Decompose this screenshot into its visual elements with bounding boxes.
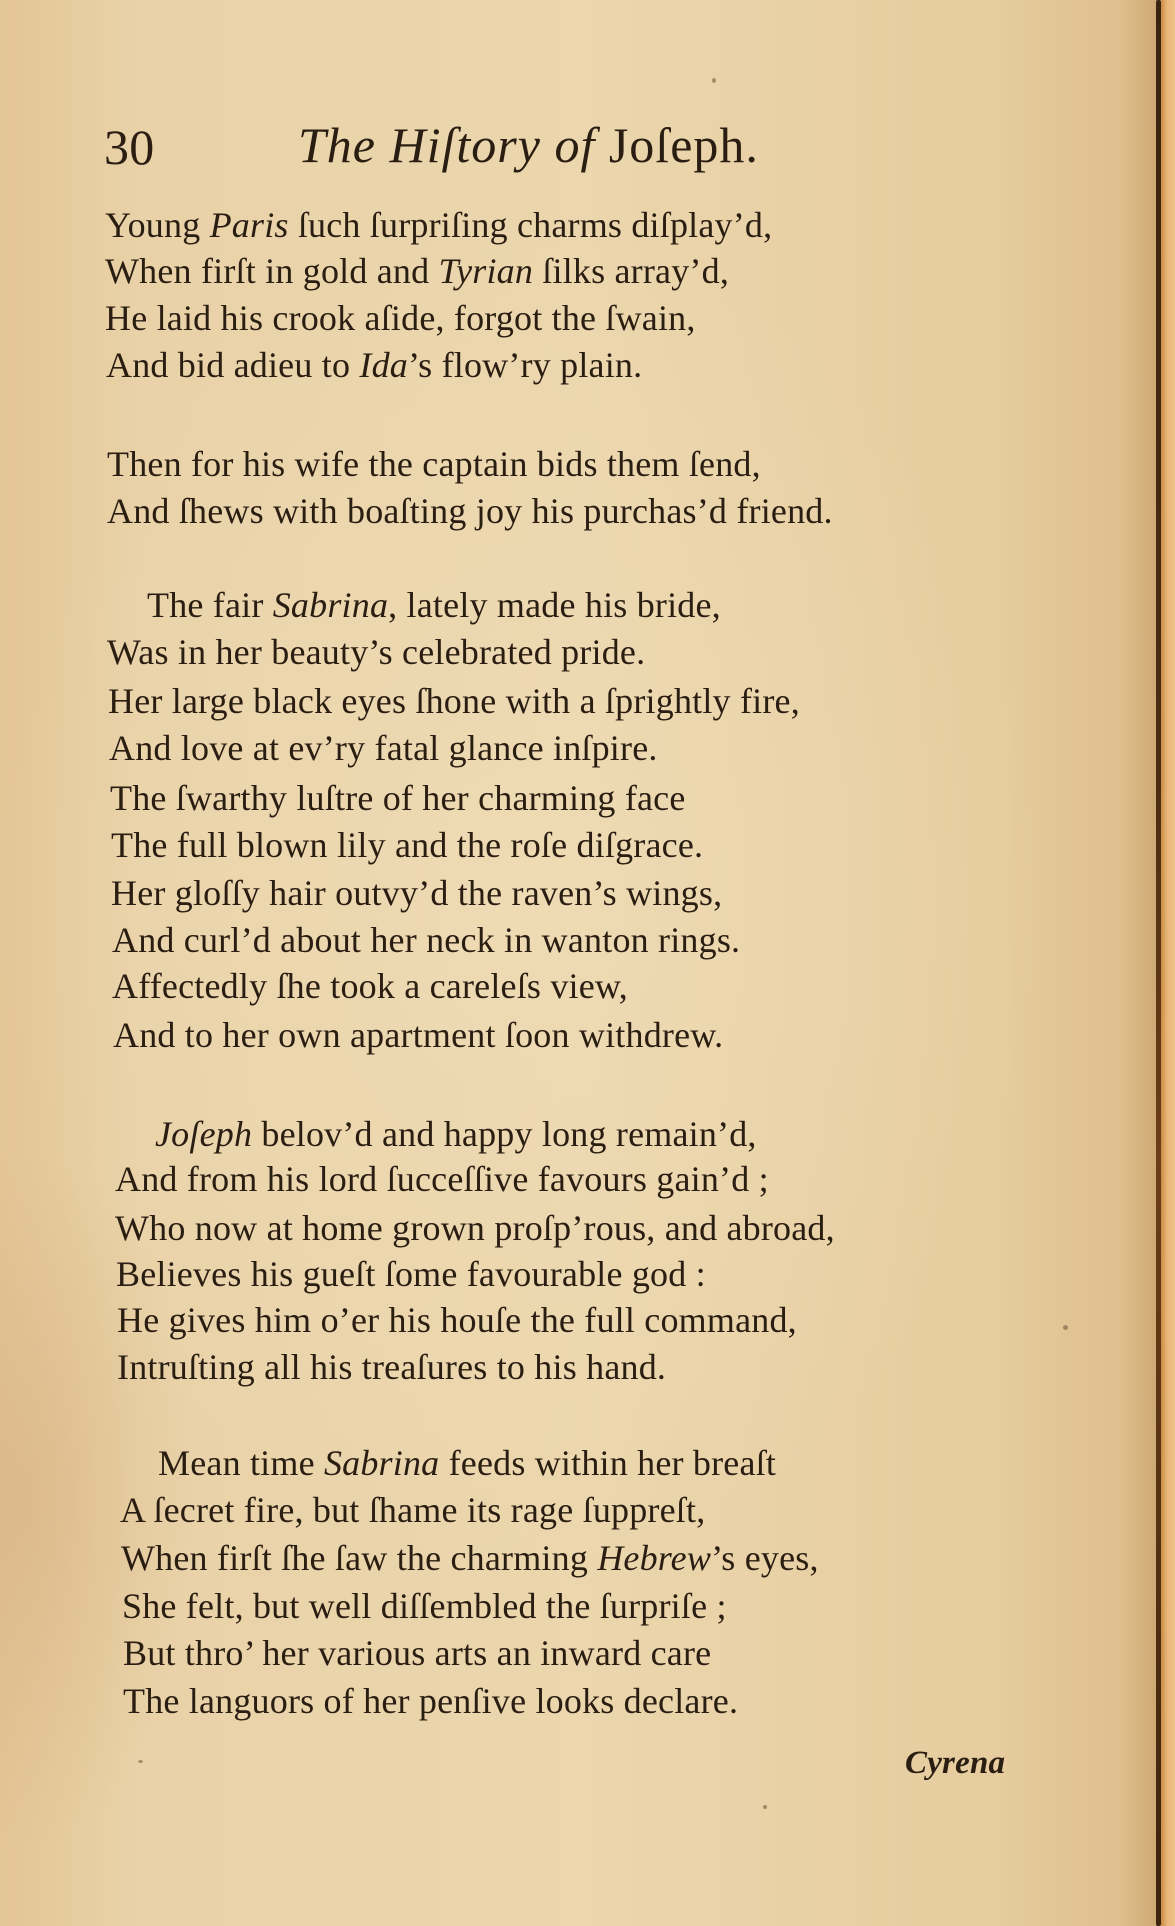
running-title bbox=[298, 116, 759, 174]
verse-text: ſilks array’d, bbox=[533, 251, 730, 291]
verse-text: Intruſting all his treaſures to his hand. bbox=[117, 1347, 667, 1387]
verse-text: Young bbox=[105, 205, 210, 245]
verse-italic: Ida bbox=[359, 345, 408, 385]
verse-line bbox=[107, 634, 645, 670]
verse-text: The full blown lily and the roſe diſgrace. bbox=[111, 825, 704, 865]
verse-text: The languors of her penſive looks declare. bbox=[123, 1681, 739, 1721]
verse-line bbox=[106, 347, 642, 383]
verse-line bbox=[107, 446, 761, 482]
verse-line bbox=[158, 1445, 776, 1481]
verse-line bbox=[110, 780, 686, 816]
verse-text: But thro’ her various arts an inward care bbox=[123, 1633, 712, 1673]
paper-speck bbox=[138, 1760, 143, 1763]
verse-text: Who now at home grown proſp’rous, and abroad, bbox=[115, 1208, 835, 1248]
next-page-edge bbox=[1161, 0, 1175, 1926]
running-title-history: Hiſtory bbox=[389, 117, 541, 173]
verse-line bbox=[108, 683, 800, 719]
verse-text: And to her own apartment ſoon withdrew. bbox=[113, 1015, 724, 1055]
verse-line bbox=[111, 827, 703, 863]
verse-line bbox=[109, 730, 658, 766]
verse-text: ’s flow’ry plain. bbox=[407, 345, 643, 385]
verse-line bbox=[122, 1588, 727, 1624]
verse-line bbox=[105, 300, 696, 336]
verse-line bbox=[115, 1161, 769, 1197]
verse-text: Her gloſſy hair outvy’d the raven’s wings, bbox=[111, 873, 723, 913]
verse-text: When firſt ſhe ſaw the charming bbox=[121, 1538, 598, 1578]
verse-italic: Tyrian bbox=[438, 251, 534, 291]
paper-speck bbox=[712, 78, 716, 83]
running-title-joseph: Joſeph. bbox=[608, 117, 759, 173]
verse-text: belov’d and happy long remain’d, bbox=[252, 1114, 757, 1154]
verse-text: She felt, but well diſſembled the ſurpriſe ; bbox=[122, 1586, 727, 1626]
paper-speck bbox=[1063, 1325, 1068, 1330]
verse-text: When firſt in gold and bbox=[105, 251, 439, 291]
verse-line bbox=[120, 1492, 705, 1528]
page-number: 30 bbox=[104, 119, 155, 175]
verse-text: Affectedly ſhe took a careleſs view, bbox=[112, 966, 628, 1006]
verse-line bbox=[123, 1683, 738, 1719]
verse-line bbox=[117, 1349, 666, 1385]
verse-text: The fair bbox=[147, 585, 273, 625]
verse-line bbox=[105, 207, 772, 243]
verse-line bbox=[112, 968, 628, 1004]
verse-line bbox=[147, 587, 721, 623]
verse-text: Mean time bbox=[158, 1443, 324, 1483]
verse-text: And love at ev’ry fatal glance inſpire. bbox=[109, 728, 658, 768]
verse-text: Was in her beauty’s celebrated pride. bbox=[107, 632, 646, 672]
verse-line bbox=[113, 1017, 723, 1053]
verse-text: And from his lord ſucceſſive favours gain’d ; bbox=[115, 1159, 769, 1199]
verse-line bbox=[111, 875, 722, 911]
verse-text: The ſwarthy luſtre of her charming face bbox=[110, 778, 686, 818]
verse-text: Her large black eyes ſhone with a ſprightly fire, bbox=[108, 681, 800, 721]
verse-italic: Joſeph bbox=[155, 1114, 253, 1154]
catchword: Cyrena bbox=[905, 1745, 1006, 1781]
verse-text: Believes his gueſt ſome favourable god : bbox=[116, 1254, 706, 1294]
verse-line bbox=[105, 253, 729, 289]
verse-text: Then for his wife the captain bids them ſend, bbox=[107, 444, 761, 484]
verse-italic: Sabrina bbox=[323, 1443, 440, 1483]
verse-text: feeds within her breaſt bbox=[439, 1443, 777, 1483]
verse-text: And bid adieu to bbox=[106, 345, 360, 385]
verse-italic: Sabrina bbox=[272, 585, 389, 625]
verse-italic: Paris bbox=[209, 205, 289, 245]
verse-line bbox=[117, 1302, 797, 1338]
verse-text: A ſecret fire, but ſhame its rage ſuppreſt, bbox=[120, 1490, 706, 1530]
verse-text: , lately made his bride, bbox=[388, 585, 721, 625]
paper-speck bbox=[763, 1805, 767, 1809]
page-edge-shadow bbox=[1120, 0, 1160, 1926]
verse-line bbox=[115, 1210, 835, 1246]
verse-line bbox=[107, 493, 833, 529]
verse-text: ’s eyes, bbox=[711, 1538, 819, 1578]
verse-text: He laid his crook aſide, forgot the ſwain, bbox=[105, 298, 696, 338]
running-title-of: of bbox=[554, 117, 596, 173]
verse-italic: Hebrew bbox=[597, 1538, 712, 1578]
verse-text: ſuch ſurpriſing charms diſplay’d, bbox=[288, 205, 773, 245]
verse-line bbox=[116, 1256, 706, 1292]
verse-line bbox=[123, 1635, 711, 1671]
verse-text: He gives him o’er his houſe the full command, bbox=[117, 1300, 797, 1340]
verse-line bbox=[112, 922, 740, 958]
verse-line bbox=[121, 1540, 819, 1576]
verse-line bbox=[155, 1116, 757, 1152]
verse-text: And curl’d about her neck in wanton rings. bbox=[112, 920, 741, 960]
running-title-the: The bbox=[298, 117, 376, 173]
verse-text: And ſhews with boaſting joy his purchas’d friend. bbox=[107, 491, 833, 531]
